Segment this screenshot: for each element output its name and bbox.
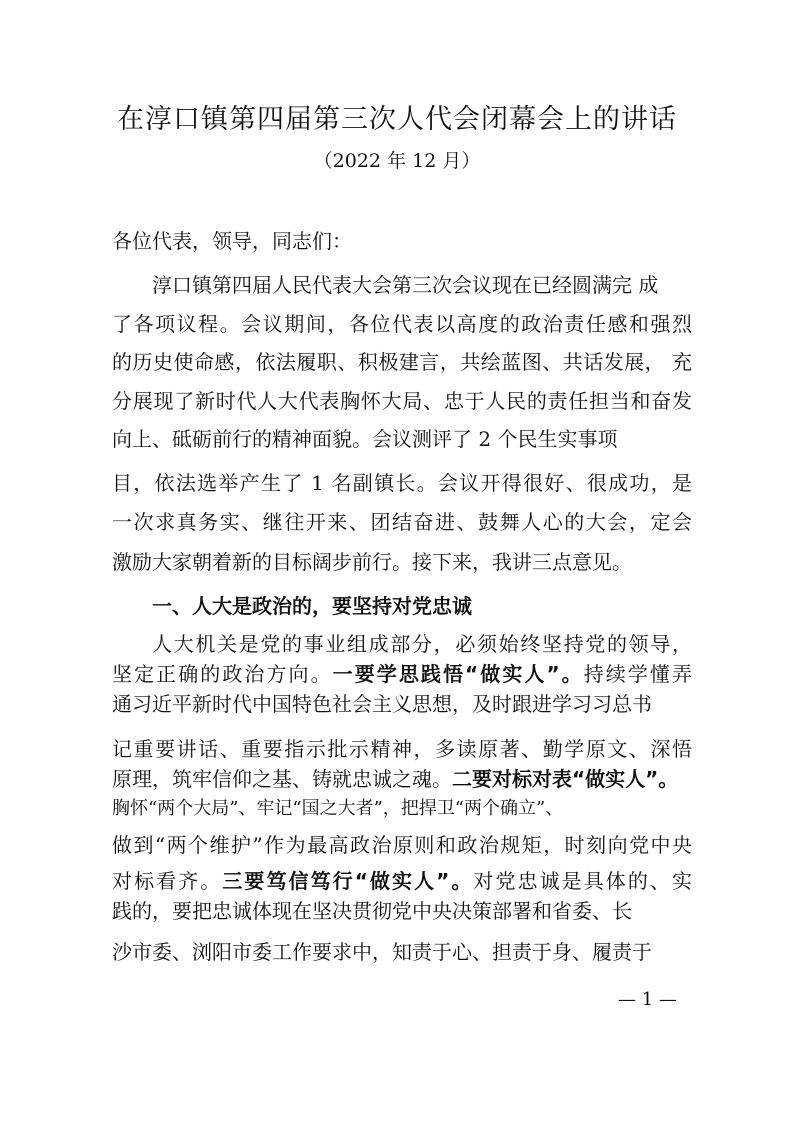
section-1-line-8-tail: 对党忠诚是具体的、实: [473, 869, 692, 893]
paragraph-1-line-3: 的历史使命感，依法履职、积极建言，共绘蓝图、共话发展， 充: [112, 350, 692, 374]
section-1-point-1-bold: 一要学思践悟“做实人”。: [332, 662, 584, 686]
section-1-point-3-bold: 三要笃信笃行“做实人”。: [222, 869, 474, 893]
document-date: （2022 年 12 月）: [313, 150, 481, 172]
section-1-line-2-tail: 持续学懂弄: [583, 662, 692, 686]
page-number: — 1 —: [618, 989, 677, 1010]
section-1-line-10: 沙市委、浏阳市委工作要求中，知责于心、担责于身、履责于: [112, 940, 652, 964]
section-1-line-1: 人大机关是党的事业组成部分，必须始终坚持党的领导，: [152, 632, 692, 656]
paragraph-1-line-8: 激励大家朝着新的目标阔步前行。接下来，我讲三点意见。: [112, 550, 632, 574]
document-title: 在淳口镇第四届第三次人代会闭幕会上的讲话: [117, 104, 677, 135]
paragraph-1-line-1: 淳口镇第四届人民代表大会第三次会议现在已经圆满完 成: [152, 273, 659, 297]
section-1-line-7: 做到“两个维护”作为最高政治原则和政治规矩，时刻向党中央: [112, 833, 692, 857]
section-1-line-2-text: 坚定正确的政治方向。: [112, 662, 333, 686]
section-1-line-8: [112, 866, 692, 896]
section-1-line-9: 践的，要把忠诚体现在坚决贯彻党中央决策部署和省委、长: [112, 899, 632, 923]
section-1-line-5: [112, 764, 692, 794]
paragraph-1-line-5: 向上、砥砺前行的精神面貌。会议测评了 2 个民生实事项: [112, 427, 618, 451]
section-1-line-6: 胸怀“两个大局”、牢记“国之大者”，把捍卫“两个确立”、: [112, 798, 564, 819]
paragraph-1-line-2: 了各项议程。会议期间，各位代表以高度的政治责任感和强烈: [112, 312, 692, 336]
section-1-line-2: [112, 659, 692, 689]
section-1-heading: 一、人大是政治的，要坚持对党忠诚: [152, 594, 472, 618]
section-1-point-2-bold: 二要对标对表“做实人”。: [452, 767, 679, 791]
paragraph-1-line-4: 分展现了新时代人大代表胸怀大局、忠于人民的责任担当和奋发: [112, 389, 692, 413]
section-1-line-8-text: 对标看齐。: [112, 869, 223, 893]
section-1-line-3: 通习近平新时代中国特色社会主义思想，及时跟进学习习总书: [112, 692, 652, 716]
salutation: 各位代表，领导，同志们：: [112, 229, 352, 253]
section-1-line-5-text: 原理，筑牢信仰之基、铸就忠诚之魂。: [112, 767, 452, 791]
paragraph-1-line-6: 目，依法选举产生了 1 名副镇长。会议开得很好、很成功，是: [112, 471, 692, 495]
section-1-line-4: 记重要讲话、重要指示批示精神，多读原著、勤学原文、深悟: [112, 737, 692, 761]
paragraph-1-line-7: 一次求真务实、继往开来、团结奋进、鼓舞人心的大会，定会: [112, 510, 692, 534]
